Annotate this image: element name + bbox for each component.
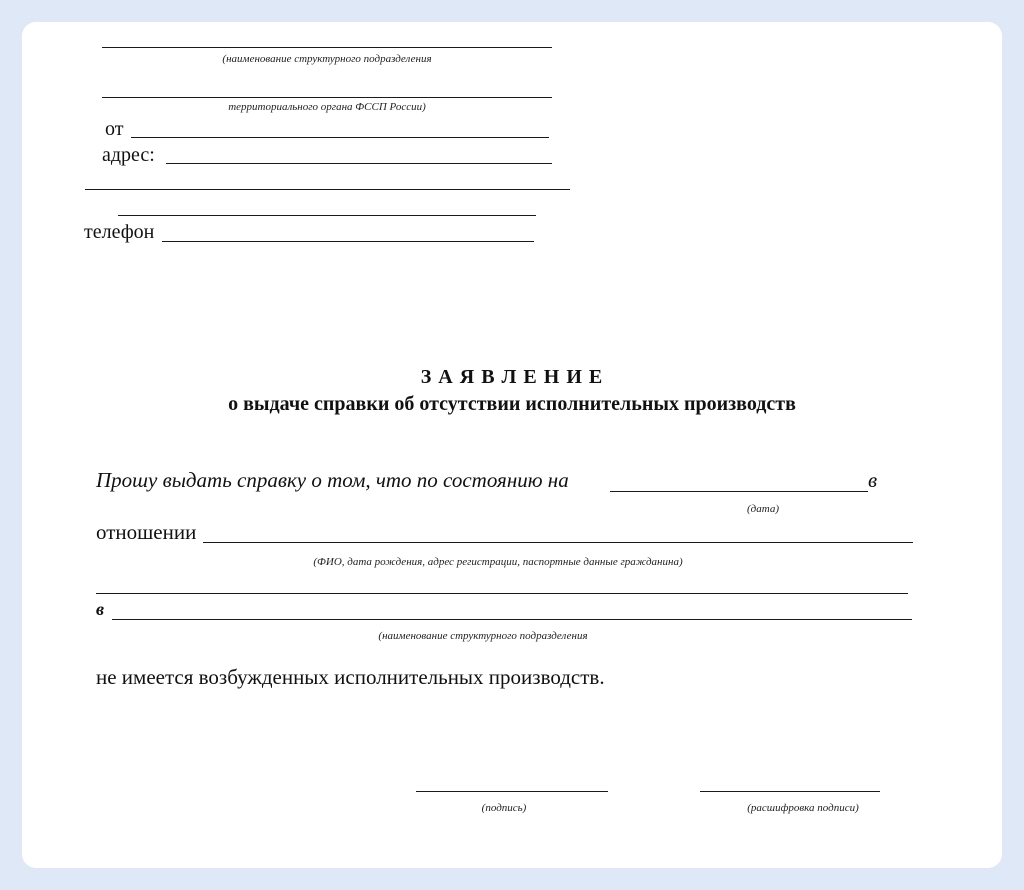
dept-name-caption: (наименование структурного подразделения <box>222 53 432 65</box>
dept-caption: (наименование структурного подразделения <box>378 630 588 642</box>
v-label: в <box>96 599 105 619</box>
request-text: Прошу выдать справку о том, что по состоянию на <box>96 468 569 492</box>
relation-label: отношении <box>96 520 197 544</box>
phone-line <box>162 241 534 242</box>
document-page <box>22 22 1002 868</box>
address-line-1 <box>166 163 552 164</box>
person-caption: (ФИО, дата рождения, адрес регистрации, паспортные данные гражданина) <box>313 556 683 568</box>
person-line <box>203 542 913 543</box>
request-v-text: в <box>868 468 878 492</box>
phone-label: телефон <box>84 221 155 243</box>
address-line-3 <box>118 215 536 216</box>
signature-caption: (подпись) <box>481 802 527 814</box>
address-line-2 <box>85 189 570 190</box>
dept-line <box>112 619 912 620</box>
signature-decode-caption: (расшифровка подписи) <box>747 802 859 814</box>
signature-line <box>416 791 608 792</box>
dept-name-line <box>102 47 552 48</box>
document-subtitle: о выдаче справки об отсутствии исполнительных производств <box>228 393 796 415</box>
signature-decode-line <box>700 791 880 792</box>
from-line <box>131 137 549 138</box>
date-caption: (дата) <box>747 503 779 515</box>
from-label: от <box>105 118 124 140</box>
address-label: адрес: <box>102 144 155 166</box>
date-line <box>610 491 868 492</box>
document-title: З А Я В Л Е Н И Е <box>420 366 604 388</box>
territorial-organ-line <box>102 97 552 98</box>
statement-text: не имеется возбужденных исполнительных производств. <box>96 665 605 689</box>
territorial-organ-caption: территориального органа ФССП России) <box>228 101 426 113</box>
person-line-2 <box>96 593 908 594</box>
